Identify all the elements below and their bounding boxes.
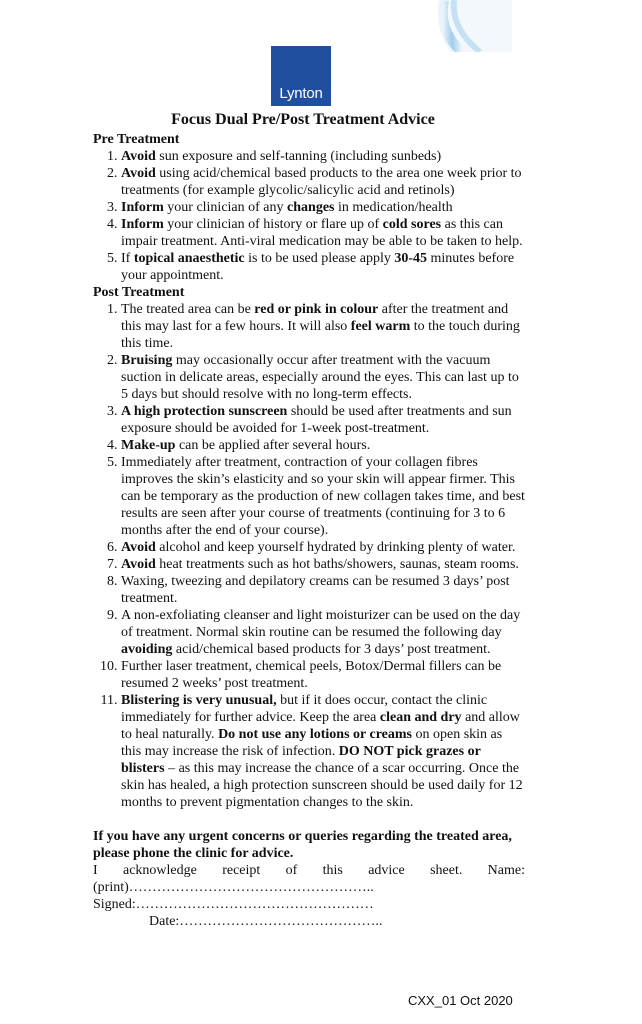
bold-text: Blistering is very unusual, [121, 693, 277, 708]
list-item [121, 437, 525, 454]
bold-text: Inform [121, 217, 164, 232]
list-item [121, 607, 525, 658]
print-name-line: (print)…………………………………………….. [93, 880, 374, 895]
bold-text: changes [287, 200, 335, 215]
post-treatment-heading: Post Treatment [93, 285, 185, 300]
pre-treatment-list [93, 148, 525, 284]
decorative-swirl-graphic [432, 0, 512, 52]
item-text: heat treatments such as hot baths/showers, saunas, steam rooms. [155, 557, 519, 572]
list-item [121, 692, 525, 811]
list-item [121, 556, 525, 573]
bold-text: feel warm [350, 319, 411, 334]
list-item [121, 199, 525, 216]
item-text: may occasionally occur after treatment with the vacuum suction in delicate areas, especially around the eyes. This can last up to 5 days but should resolve with no long-term effects. [121, 353, 519, 402]
lynton-logo [271, 46, 331, 106]
item-text: as this can impair treatment. Anti-viral medication may be able to be taken to help. [121, 217, 523, 249]
item-text: after the treatment and this may last for a few hours. It will also [121, 302, 509, 334]
item-text: should be used after treatments and sun exposure should be avoided for 1-week post-treatment. [121, 404, 512, 436]
urgent-concerns-note: If you have any urgent concerns or queries regarding the treated area, please phone the clinic for advice. [93, 829, 512, 861]
bold-text: Avoid [121, 557, 156, 572]
item-text: your clinician of history or flare up of [163, 217, 383, 232]
item-text: can be applied after several hours. [175, 438, 371, 453]
bold-text: Inform [121, 200, 164, 215]
list-item [121, 658, 525, 692]
list-item [121, 216, 525, 250]
item-text: in medication/health [334, 200, 453, 215]
item-text: using acid/chemical based products to the area one week prior to treatments (for example glycolic/salicylic acid and retinols) [121, 166, 522, 198]
date-line: Date:…………………………………….. [149, 914, 383, 929]
item-text: acid/chemical based products for 3 days’ post treatment. [172, 642, 491, 657]
bold-text: Bruising [121, 353, 173, 368]
list-item [121, 539, 525, 556]
list-item [121, 454, 525, 539]
item-text: is to be used please apply [244, 251, 395, 266]
list-item [121, 250, 525, 284]
item-text: Further laser treatment, chemical peels, Botox/Dermal fillers can be resumed 2 weeks’ post treatment. [121, 659, 502, 691]
list-item [121, 165, 525, 199]
bold-text: cold sores [382, 217, 442, 232]
signature-line: Signed:…………………………………………… [93, 897, 374, 912]
item-text: your clinician of any [163, 200, 288, 215]
item-text: Immediately after treatment, contraction of your collagen fibres improves the skin’s elasticity and so your skin will appear firmer. This can be temporary as the production of new collagen takes time, and best results are seen after your course of treatments (continuing for 3 to 6 months after the end of your course). [121, 455, 525, 538]
bold-text: Avoid [121, 540, 156, 555]
bold-text: clean and dry [379, 710, 462, 725]
post-treatment-list [93, 301, 525, 811]
bold-text: Avoid [121, 149, 156, 164]
list-item [121, 148, 525, 165]
item-text: to the touch during this time. [121, 319, 520, 351]
advice-content [93, 131, 525, 930]
bold-text: avoiding [121, 642, 173, 657]
bold-text: Make-up [121, 438, 176, 453]
list-item [121, 352, 525, 403]
item-text: Waxing, tweezing and depilatory creams can be resumed 3 days’ post treatment. [121, 574, 510, 606]
item-text: on open skin as this may increase the risk of infection. [121, 727, 503, 759]
list-item [121, 403, 525, 437]
list-item [121, 573, 525, 607]
item-text: and allow to heal naturally. [121, 710, 520, 742]
document-reference: CXX_01 Oct 2020 [408, 993, 513, 1008]
bold-text: 30-45 [394, 251, 428, 266]
logo-text: Lynton [279, 85, 323, 102]
item-text: – as this may increase the chance of a scar occurring. Once the skin has healed, a high protection sunscreen should be used daily for 12 months to prevent pigmentation changes to the skin. [121, 761, 523, 810]
item-text: but if it does occur, contact the clinic immediately for further advice. Keep the area [121, 693, 488, 725]
page-title: Focus Dual Pre/Post Treatment Advice [171, 111, 435, 128]
bold-text: A high protection sunscreen [121, 404, 288, 419]
item-text: minutes before your appointment. [121, 251, 515, 283]
bold-text: Avoid [121, 166, 156, 181]
item-text: sun exposure and self-tanning (including sunbeds) [155, 149, 442, 164]
bold-text: topical anaesthetic [133, 251, 245, 266]
item-text: The treated area can be [121, 302, 255, 317]
item-text: If [121, 251, 134, 266]
list-item [121, 301, 525, 352]
bold-text: red or pink in colour [254, 302, 379, 317]
pre-treatment-heading: Pre Treatment [93, 132, 180, 147]
bold-text: Do not use any lotions or creams [218, 727, 412, 742]
item-text: alcohol and keep yourself hydrated by drinking plenty of water. [155, 540, 516, 555]
acknowledgement-line: I acknowledge receipt of this advice sheet. Name: [93, 863, 525, 878]
item-text: A non-exfoliating cleanser and light moisturizer can be used on the day of treatment. Normal skin routine can be resumed the following day [121, 608, 521, 640]
bold-text: DO NOT pick grazes or blisters [121, 744, 481, 776]
